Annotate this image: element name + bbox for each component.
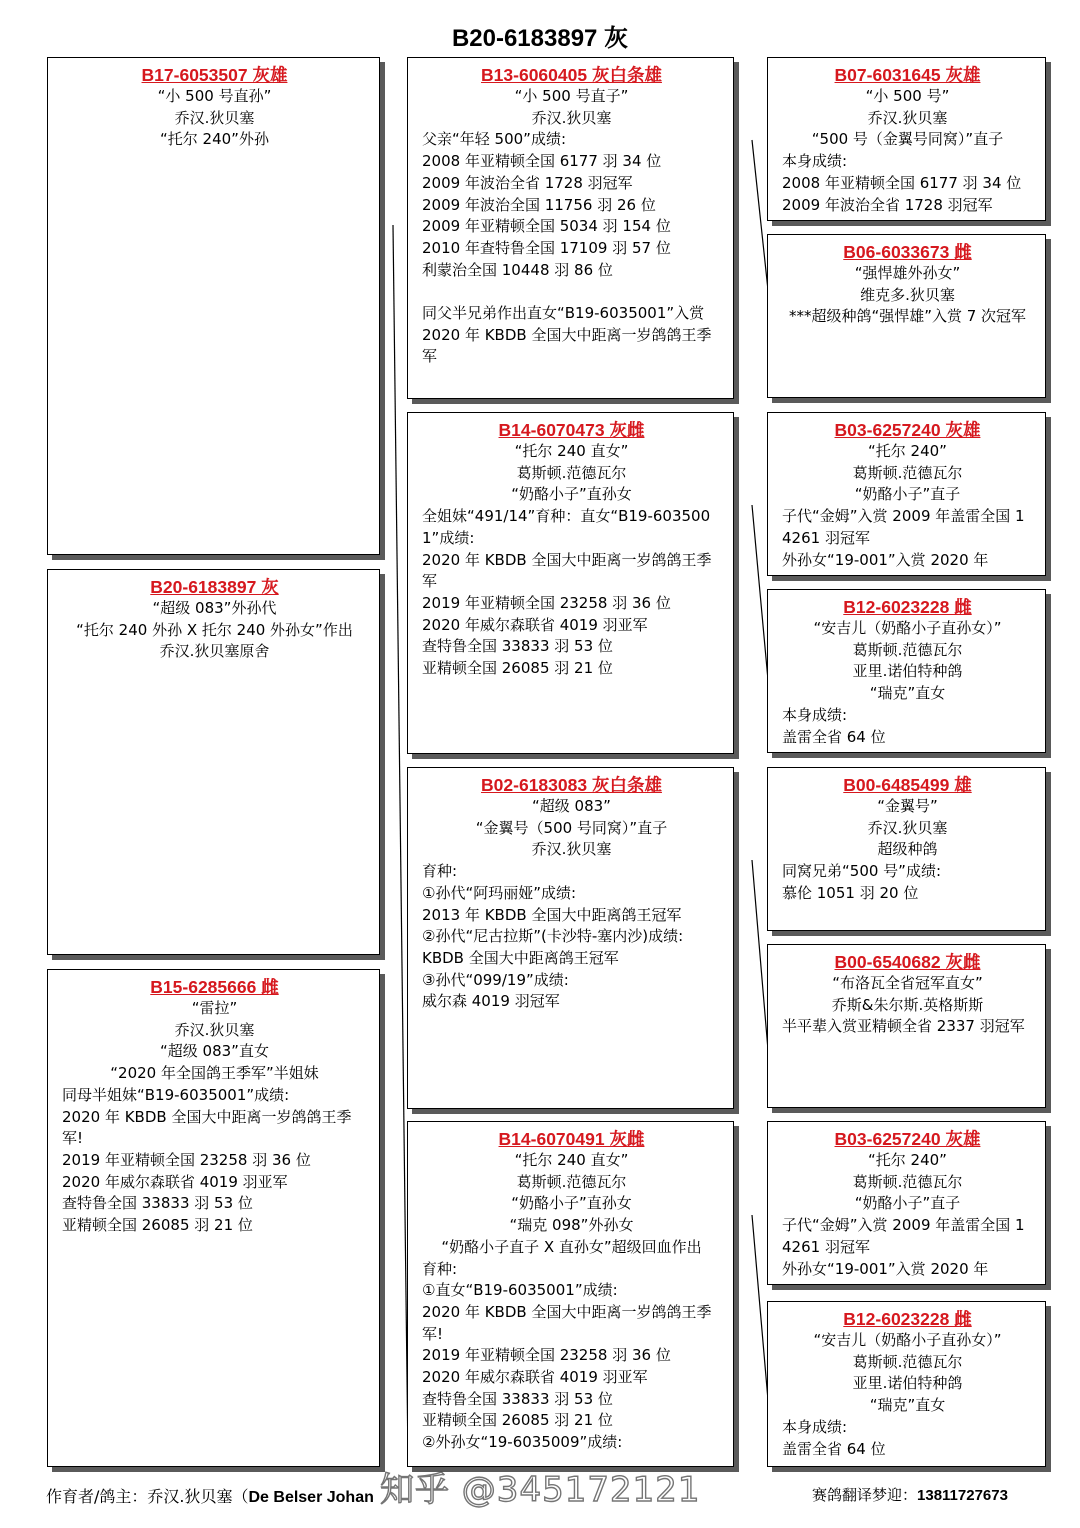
record-line: ③孙代“099/19”成绩:	[422, 970, 569, 989]
record-line: “小 500 号直子”	[514, 87, 629, 105]
pedigree-card-ggp-8	[767, 1301, 1046, 1467]
pedigree-card-ggp-7	[767, 1121, 1046, 1285]
pedigree-card-subject	[47, 569, 380, 955]
ring-number: B13-6060405 灰白条雄	[481, 65, 662, 85]
record-line: “雷拉”	[191, 999, 238, 1017]
record-line: ②孙代“尼古拉斯”(卡沙特-塞内沙)成绩:	[422, 927, 684, 946]
record-line: 2020 年威尔森联省 4019 羽亚军	[422, 1368, 648, 1387]
pedigree-card-ggp-6	[767, 944, 1046, 1108]
ring-number: B07-6031645 灰雄	[834, 65, 981, 85]
record-line: “2020 年全国鸽王季军”半姐妹	[110, 1064, 319, 1083]
translator-credit	[812, 1484, 1008, 1505]
record-line: 同窝兄弟“500 号”成绩:	[782, 862, 941, 881]
record-line: 2020 年 KBDB 全国大中距离一岁鸽鸽王季军!	[422, 1302, 712, 1343]
record-line: 乔汉.狄贝塞	[174, 1020, 255, 1039]
record-line: 葛斯顿.范德瓦尔	[516, 1172, 627, 1191]
record-line: 外孙女“19-001”入赏 2020 年	[782, 1259, 989, 1278]
record-line: 全姐妹“491/14”育种：直女“B19-6035001”成绩:	[422, 507, 711, 547]
pedigree-card-ggp-4	[767, 589, 1046, 753]
connector-line	[752, 860, 768, 1050]
record-line: 乔汉.狄贝塞	[531, 840, 612, 859]
record-line: “奶酪小子”直孙女	[511, 1194, 632, 1213]
breeder-name: De Belser Johan	[248, 1489, 374, 1506]
breeder-credit	[46, 1484, 374, 1507]
record-line: 盖雷全省 64 位	[782, 1439, 886, 1458]
translator-phone: 13811727673	[917, 1487, 1008, 1504]
record-line: 乔斯&朱尔斯.英格斯斯	[831, 995, 984, 1014]
watermark: 知乎 @345172121	[380, 1470, 701, 1510]
record-line: ②外孙女“19-6035009”成绩:	[422, 1433, 623, 1452]
connector-line	[752, 140, 768, 290]
record-line: 维克多.狄贝塞	[860, 285, 955, 304]
ring-number: B00-6485499 雄	[843, 775, 972, 795]
pedigree-card-ggp-2	[767, 234, 1046, 398]
record-line: 查特鲁全国 33833 羽 53 位	[62, 1194, 253, 1213]
record-line: 乔汉.狄贝塞	[867, 818, 948, 837]
record-line: “奶酪小子”直子	[854, 485, 961, 504]
record-line: 葛斯顿.范德瓦尔	[852, 640, 963, 659]
record-line: 育种:	[422, 862, 458, 881]
connector-line	[752, 505, 768, 680]
record-line: ①直女“B19-6035001”成绩:	[422, 1281, 618, 1300]
breeder-label: 作育者/鸽主：乔汉.狄贝塞（	[46, 1487, 249, 1506]
pedigree-card-ggp-3	[767, 412, 1046, 576]
record-line: “托尔 240 外孙 X 托尔 240 外孙女”作出	[76, 620, 353, 639]
record-line: “安吉儿（奶酪小子直孙女）”	[813, 619, 1002, 637]
record-line: 乔汉.狄贝塞原舍	[159, 642, 270, 661]
record-line: 2008 年亚精顿全国 6177 羽 34 位	[782, 173, 1022, 192]
record-line: “托尔 240”外孙	[160, 130, 269, 149]
record-line: KBDB 全国大中距离鸽王冠军	[422, 948, 619, 967]
record-line: 2009 年波治全省 1728 羽冠军	[782, 195, 993, 214]
record-line: 半平辈入赏亚精顿全省 2337 羽冠军	[782, 1017, 1025, 1036]
record-line: 2020 年 KBDB 全国大中距离一岁鸽鸽王季军!	[62, 1107, 352, 1148]
record-line: “金翼号（500 号同窝）”直子	[475, 818, 668, 837]
record-line: 2020 年 KBDB 全国大中距离一岁鸽鸽王季军	[422, 550, 712, 591]
record-line: 2009 年波治全省 1728 羽冠军	[422, 173, 633, 192]
record-line: 2019 年亚精顿全国 23258 羽 36 位	[422, 593, 671, 612]
record-line: 2020 年 KBDB 全国大中距离一岁鸽鸽王季军	[422, 325, 712, 366]
record-line: “奶酪小子”直孙女	[511, 485, 632, 504]
record-line: 2019 年亚精顿全国 23258 羽 36 位	[422, 1346, 671, 1365]
ring-number: B12-6023228 雌	[843, 1309, 972, 1329]
record-line: 子代“金姆”入赏 2009 年盖雷全国 14261 羽冠军	[782, 507, 1025, 547]
ring-number: B14-6070491 灰雌	[498, 1129, 645, 1149]
record-line: 本身成绩:	[782, 1417, 848, 1436]
record-line: “金翼号”	[877, 797, 938, 815]
record-line: 本身成绩:	[782, 152, 848, 171]
ring-number: B15-6285666 雌	[150, 977, 279, 997]
record-line: “强悍雄外孙女”	[854, 264, 961, 282]
record-line: 超级种鸽	[877, 840, 938, 859]
record-line: 乔汉.狄贝塞	[531, 108, 612, 127]
record-line: “小 500 号直孙”	[157, 87, 272, 105]
record-line: “奶酪小子直子 X 直孙女”超级回血作出	[441, 1237, 702, 1256]
record-line: 葛斯顿.范德瓦尔	[852, 1172, 963, 1191]
record-line: 乔汉.狄贝塞	[174, 108, 255, 127]
record-line: 葛斯顿.范德瓦尔	[852, 1352, 963, 1371]
pedigree-card-sire-sire	[407, 57, 734, 399]
record-line: 2020 年威尔森联省 4019 羽亚军	[62, 1172, 288, 1191]
pedigree-card-ggp-5	[767, 767, 1046, 931]
connector-line	[752, 1215, 768, 1400]
pedigree-card-dam	[47, 969, 380, 1467]
record-line: “瑞克 098”外孙女	[509, 1216, 634, 1235]
record-line: “托尔 240 直女”	[514, 1151, 629, 1169]
record-line: “瑞克”直女	[869, 1396, 946, 1415]
ring-number: B00-6540682 灰雌	[834, 952, 981, 972]
connector-line	[393, 225, 408, 1460]
record-line: “超级 083”直女	[160, 1042, 269, 1061]
record-line: ***超级种鸽“强悍雄”入赏 7 次冠军	[788, 307, 1027, 326]
record-line: 葛斯顿.范德瓦尔	[516, 463, 627, 482]
record-line: 子代“金姆”入赏 2009 年盖雷全国 14261 羽冠军	[782, 1216, 1025, 1256]
record-line: 外孙女“19-001”入赏 2020 年	[782, 550, 989, 569]
record-line: “超级 083”	[532, 797, 611, 815]
record-line: 2020 年威尔森联省 4019 羽亚军	[422, 615, 648, 634]
pedigree-card-dam-sire	[407, 767, 734, 1109]
pedigree-card-ggp-1	[767, 57, 1046, 221]
record-line: 父亲“年轻 500”成绩:	[422, 130, 566, 149]
ring-number: B17-6053507 灰雄	[141, 65, 288, 85]
record-line: 亚精顿全国 26085 羽 21 位	[422, 659, 613, 678]
record-line: “小 500 号”	[865, 87, 950, 105]
record-line: “托尔 240 直女”	[514, 442, 629, 460]
translator-label: 赛鸽翻译梦迎：	[812, 1486, 918, 1504]
record-line: 利蒙治全国 10448 羽 86 位	[422, 260, 613, 279]
pedigree-card-sire	[47, 57, 380, 555]
ring-number: B20-6183897 灰	[150, 577, 279, 597]
record-line: 同母半姐妹“B19-6035001”成绩:	[62, 1085, 290, 1104]
record-line: 2010 年查特鲁全国 17109 羽 57 位	[422, 238, 671, 257]
pedigree-card-dam-dam	[407, 1121, 734, 1467]
ring-number: B06-6033673 雌	[843, 242, 972, 262]
record-line: “托尔 240”	[868, 1151, 947, 1169]
record-line: 亚里.诺伯特种鸽	[852, 662, 963, 681]
record-line: 2019 年亚精顿全国 23258 羽 36 位	[62, 1150, 311, 1169]
record-line: “托尔 240”	[868, 442, 947, 460]
record-line: 育种:	[422, 1259, 458, 1278]
ring-number: B02-6183083 灰白条雄	[481, 775, 662, 795]
pedigree-card-sire-dam	[407, 412, 734, 754]
record-line: 2008 年亚精顿全国 6177 羽 34 位	[422, 152, 662, 171]
record-line: “超级 083”外孙代	[152, 599, 277, 617]
record-line: 亚精顿全国 26085 羽 21 位	[62, 1216, 253, 1235]
record-line: 乔汉.狄贝塞	[867, 108, 948, 127]
record-line: 查特鲁全国 33833 羽 53 位	[422, 1389, 613, 1408]
record-line	[422, 281, 721, 303]
record-line: 2009 年亚精顿全国 5034 羽 154 位	[422, 217, 671, 236]
record-line: 亚精顿全国 26085 羽 21 位	[422, 1411, 613, 1430]
record-line: 威尔森 4019 羽冠军	[422, 992, 560, 1011]
record-line: 亚里.诺伯特种鸽	[852, 1374, 963, 1393]
record-line: “布洛瓦全省冠军直女”	[832, 974, 983, 992]
record-line: 2009 年波治全国 11756 羽 26 位	[422, 195, 656, 214]
record-line: 查特鲁全国 33833 羽 53 位	[422, 637, 613, 656]
record-line: 2013 年 KBDB 全国大中距离鸽王冠军	[422, 905, 682, 924]
ring-number: B14-6070473 灰雌	[498, 420, 645, 440]
record-line: “500 号（金翼号同窝）”直子	[811, 130, 1004, 149]
record-line: “奶酪小子”直子	[854, 1194, 961, 1213]
record-line: ①孙代“阿玛丽娅”成绩:	[422, 883, 577, 902]
ring-number: B12-6023228 雌	[843, 597, 972, 617]
ring-number: B03-6257240 灰雄	[834, 1129, 981, 1149]
record-line: “瑞克”直女	[869, 684, 946, 703]
ring-number: B03-6257240 灰雄	[834, 420, 981, 440]
record-line: 本身成绩:	[782, 705, 848, 724]
record-line: 葛斯顿.范德瓦尔	[852, 463, 963, 482]
record-line: 盖雷全省 64 位	[782, 727, 886, 746]
record-line: 慕伦 1051 羽 20 位	[782, 883, 919, 902]
record-line: “安吉儿（奶酪小子直孙女）”	[813, 1331, 1002, 1349]
page-title: B20-6183897 灰	[451, 25, 629, 52]
record-line: 同父半兄弟作出直女“B19-6035001”入赏	[422, 304, 705, 323]
